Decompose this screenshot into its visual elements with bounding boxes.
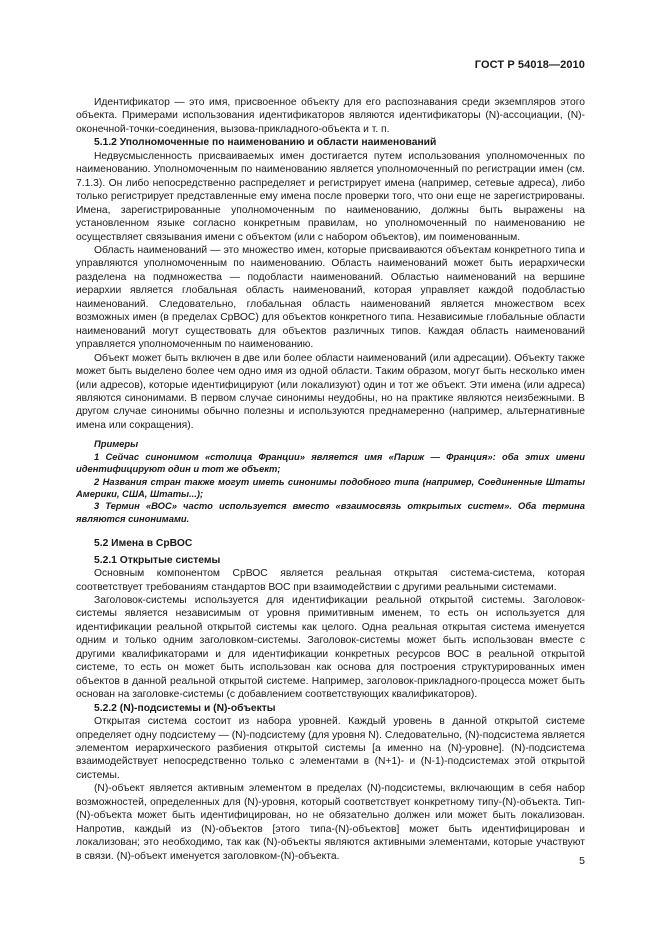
paragraph-open-systems: Основным компонентом СрВОС является реальная открытая система-система, которая соответствует требованиям стандартов ВОС при взаимодействии с другими реальными системами. (76, 568, 585, 593)
paragraph-n-subsystems: Открытая система состоит из набора уровней. Каждый уровень в данной открытой системе определяет одну подсистему — (N)-подсистему (для уровня N). Следовательно, (N)-подсистема является элементом иерархического разбиения открытой системы [а именно на (N)-уровне]. (N)-подсистема взаимодействует непосредственно только с элементами в (N+1)- и (N-1)-подсистемах этой открытой системы. (76, 716, 585, 781)
document-code: ГОСТ Р 54018—2010 (474, 59, 585, 71)
examples-block (76, 438, 585, 525)
example-2: 2 Названия стран также могут иметь синонимы подобного типа (например, Соединенные Штаты Америки, США, Штаты...); (76, 475, 585, 499)
example-1: 1 Сейчас синонимом «столица Франции» является имя «Париж — Франция»: оба этих имени идентифицируют один и тот же объект; (76, 450, 585, 475)
paragraph-naming-domain: Область наименований — это множество имен, которые присваиваются объектам конкретного типа и управляются уполномоченным по наименованию. Область наименований может быть иерархически разделена на подмножества — подобласти наименований. Областью наименований на вершине иерархии является глобальная область наименований, которая управляет каждой подобластью наименований. Следовательно, глобальная область наименований является множеством всех возможных имен (в пределах СрВОС) для объектов конкретного типа. Независимые глобальные области наименований могут существовать для объектов различных типов. Каждая область наименований управляется уполномоченным по наименованию. (76, 244, 585, 351)
section-5-2-2-heading: 5.2.2 (N)-подсистемы и (N)-объекты (94, 702, 276, 714)
paragraph-identifier: Идентификатор — это имя, присвоенное объекту для его распознавания среди экземпляров этого объекта. Примерами использования идентификаторов являются идентификаторы (N)-ассоциации, (N)-оконечной-точки-соединения, вызова-прикладного-объекта и т. п. (76, 97, 585, 135)
examples-title: Примеры (94, 438, 139, 450)
example-3: 3 Термин «ВОС» часто используется вместо «взаимосвязь открытых систем». Оба термина являются синонимами. (76, 500, 585, 524)
paragraph-n-entities: (N)-объект является активным элементом в пределах (N)-подсистемы, включающим в себя набор возможностей, определенных для (N)-уровня, который соответствует конкретному типу-(N)-объекта. Тип-(N)-объекта может быть идентифицирован, но не обязательно должен или может быть локализован. Напротив, каждый из (N)-объектов [этого типа-(N)-объектов] может быть идентифицирован и локализован; это необходимо, так как (N)-объекты являются активными элементами, которые участвуют в связи. (N)-объект именуется заголовком-(N)-объекта. (76, 783, 585, 862)
page-number: 5 (579, 855, 585, 867)
page-body (76, 96, 585, 863)
section-5-2-1-heading: 5.2.1 Открытые системы (94, 554, 221, 566)
section-5-2-heading: 5.2 Имена в СрВОС (94, 538, 193, 550)
paragraph-system-title: Заголовок-системы используется для идентификации реальной открытой системы. Заголовок-системы является независимым от уровня примитивным именем, то есть он используется для идентификации реальной открытой системы как целого. Одна реальная открытая система именуется одним и только одним заголовком-системы. Заголовок-системы может быть использован вместе с другими квалификаторами и для идентификации конкретных ресурсов ВОС в реальной открытой системе, то есть он может быть использован как основа для построения структурированных имен объектов в данной реальной открытой системе. Например, заголовок-прикладного-процесса может быть основан на заголовке-системы (с добавлением соответствующих квалификаторов). (76, 594, 585, 701)
paragraph-naming-authority: Недвусмысленность присваиваемых имен достигается путем использования уполномоченных по наименованию. Уполномоченным по наименованию является уполномоченный по регистрации имен (см. 7.1.3). Он либо непосредственно распределяет и регистрирует имена (например, сетевые адреса), либо только регистрирует представленные ему имена после проверки того, что они еще не зарегистрированы. Имена, зарегистрированные уполномоченным по наименованию, должны быть выражены на установленном языке согласно конкретным правилам, но уполномоченный по наименованию не осуществляет связывания имени с объектом (или с набором объектов), им поименованным. (76, 150, 585, 243)
section-5-1-2-heading: 5.1.2 Уполномоченные по наименованию и области наименований (94, 137, 437, 149)
paragraph-synonyms: Объект может быть включен в две или более области наименований (или адресации). Объекту также может быть выделено более чем одно имя из одной области. Таким образом, могут быть несколько имен (или адресов), которые идентифицируют (или локализуют) один и тот же объект. Эти имена (или адреса) являются синонимами. В первом случае синонимы неудобны, но на практике являются неизбежными. В другом случае синонимы обычно полезны и используются преднамеренно (например, альтернативные имена или сокращения). (76, 352, 585, 431)
